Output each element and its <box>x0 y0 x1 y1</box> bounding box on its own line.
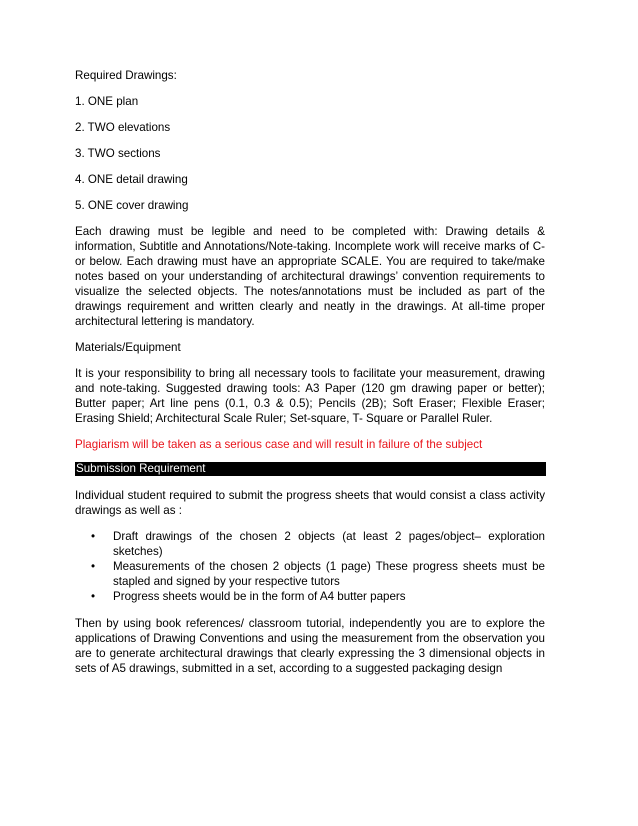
required-item-sections: 3. TWO sections <box>75 147 161 160</box>
drawing-requirements-paragraph: Each drawing must be legible and need to be completed with: Drawing details & information, Subtitle and Annotations/Note-taking. Incomplete work will receive marks of C- or below. Each drawing must have an appropriate SCALE. You are required to take/make notes based on your understanding of architectural drawings’ convention requirements to visualize the selected objects. The notes/annotations must be included as part of the drawings requirement and written clearly and neatly in the drawings. At all-time proper architectural lettering is mandatory. <box>75 225 545 328</box>
submission-requirement-bar: Submission Requirement <box>75 462 546 476</box>
required-item-cover: 5. ONE cover drawing <box>75 199 189 212</box>
bullet-icon: • <box>91 560 96 573</box>
bullet-icon: • <box>91 590 96 603</box>
required-item-plan: 1. ONE plan <box>75 95 139 108</box>
bullet-icon: • <box>91 530 96 543</box>
required-item-detail: 4. ONE detail drawing <box>75 173 188 186</box>
submission-intro: Individual student required to submit the progress sheets that would consist a class activity drawings as well as : <box>75 489 545 517</box>
document-page <box>75 68 545 676</box>
required-item-elevations: 2. TWO elevations <box>75 121 171 134</box>
bullet-text: Measurements of the chosen 2 objects (1 page) These progress sheets must be stapled and signed by your respective tutors <box>113 560 545 588</box>
submission-bullet-list <box>75 529 545 604</box>
submission-closing-paragraph: Then by using book references/ classroom tutorial, independently you are to explore the applications of Drawing Conventions and using the measurement from the observation you are to generate architectural drawings that clearly expressing the 3 dimensional objects in sets of A5 drawings, submitted in a set, according to a suggested packaging design <box>75 617 545 675</box>
materials-paragraph: It is your responsibility to bring all necessary tools to facilitate your measurement, drawing and note-taking. Suggested drawing tools: A3 Paper (120 gm drawing paper or better); Butter paper; Art line pens (0.1, 0.3 & 0.5); Pencils (2B); Soft Eraser; Flexible Eraser; Erasing Shield; Architectural Scale Ruler; Set-square, T- Square or Parallel Ruler. <box>75 367 545 425</box>
list-item <box>75 589 545 604</box>
materials-heading: Materials/Equipment <box>75 341 181 354</box>
plagiarism-warning: Plagiarism will be taken as a serious case and will result in failure of the subject <box>75 438 483 451</box>
list-item <box>75 559 545 589</box>
bullet-text: Progress sheets would be in the form of A4 butter papers <box>113 590 406 603</box>
list-item <box>75 529 545 559</box>
required-drawings-heading: Required Drawings: <box>75 69 177 82</box>
bullet-text: Draft drawings of the chosen 2 objects (at least 2 pages/object– exploration sketches) <box>113 530 545 558</box>
